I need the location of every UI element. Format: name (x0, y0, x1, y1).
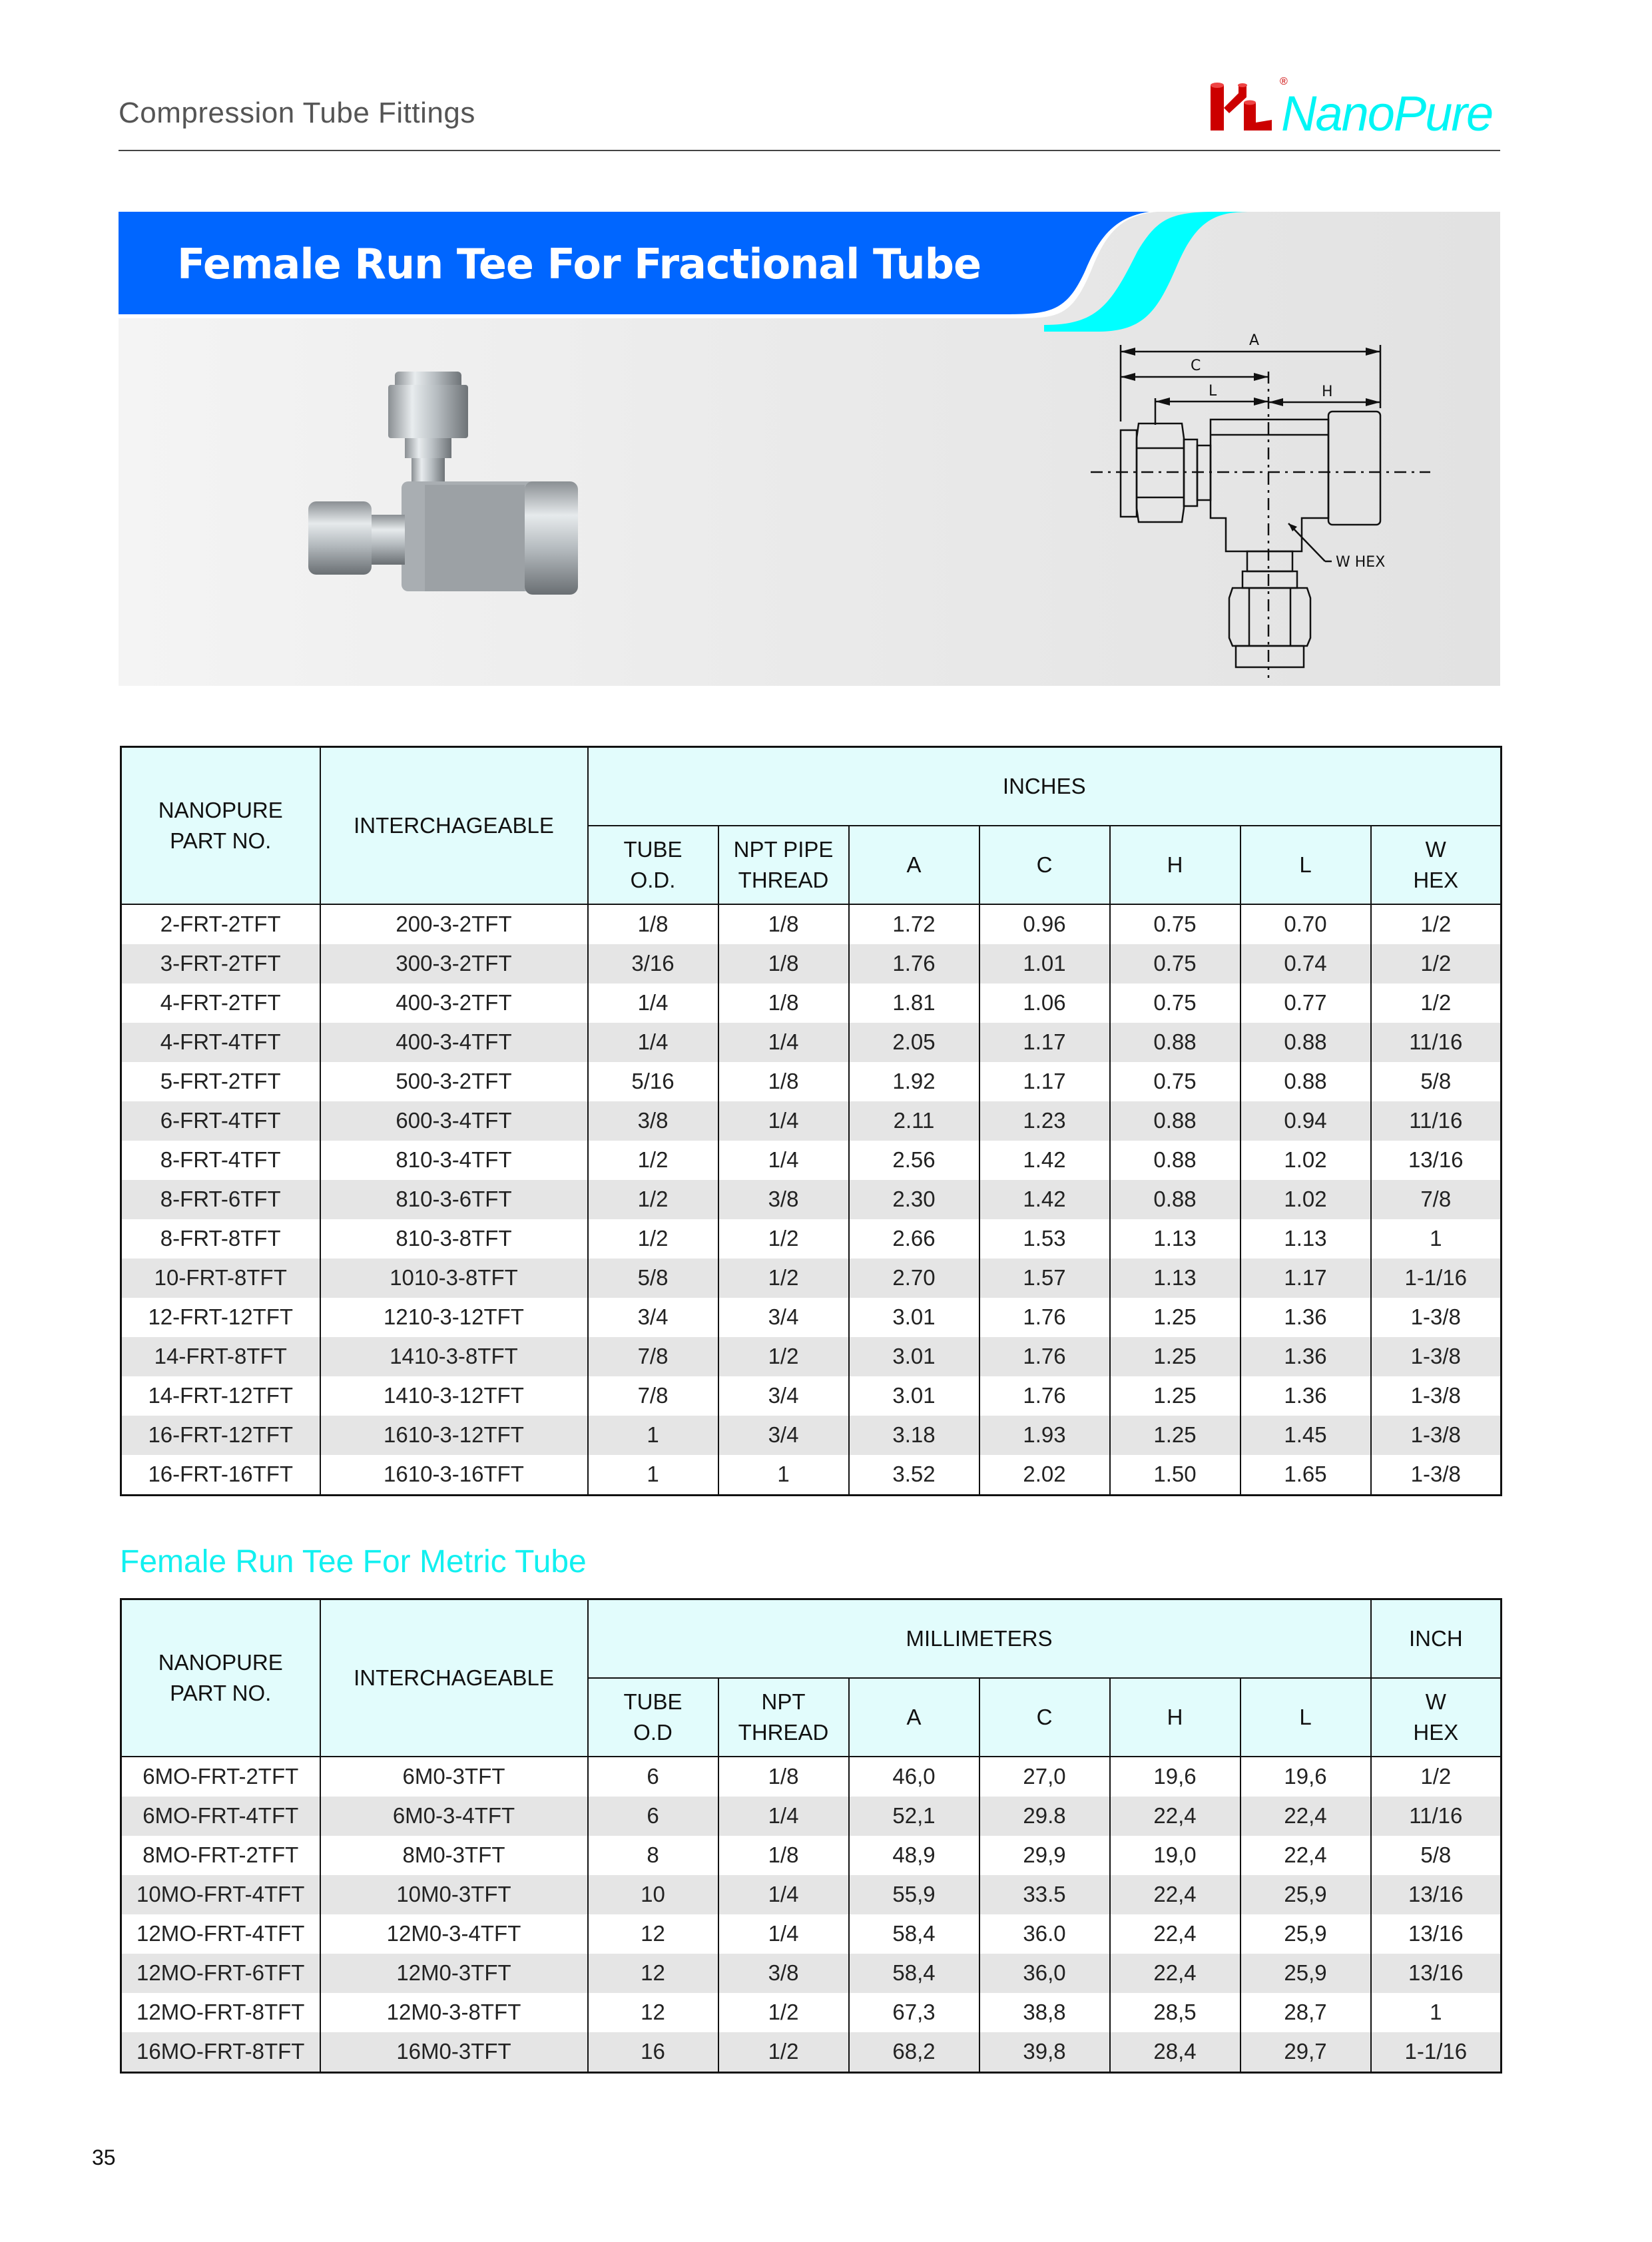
cell-w-hex: 5/8 (1371, 1836, 1502, 1875)
cell-tube-od: 6 (588, 1757, 718, 1797)
page-number: 35 (92, 2145, 116, 2169)
table-row (121, 1219, 1502, 1259)
cell-part-no: 3-FRT-2TFT (121, 944, 320, 983)
cell-tube-od: 12 (588, 1954, 718, 1993)
cell-a: 2.30 (849, 1180, 979, 1219)
metric-section-title: Female Run Tee For Metric Tube (120, 1544, 587, 1579)
table-row (121, 1298, 1502, 1337)
table-row (121, 1416, 1502, 1455)
cell-tube-od: 6 (588, 1797, 718, 1836)
cell-npt-thread: 1/4 (718, 1914, 849, 1954)
cell-l: 25,9 (1240, 1875, 1371, 1914)
cell-h: 0.88 (1110, 1180, 1240, 1219)
header-divider (119, 150, 1500, 151)
table-row (121, 1954, 1502, 1993)
cell-w-hex: 1 (1371, 1219, 1502, 1259)
cell-a: 3.01 (849, 1376, 979, 1416)
cell-w-hex: 1-3/8 (1371, 1416, 1502, 1455)
cell-w-hex: 1/2 (1371, 944, 1502, 983)
cell-w-hex: 1-3/8 (1371, 1455, 1502, 1496)
cell-h: 22,4 (1110, 1954, 1240, 1993)
cell-part-no: 10-FRT-8TFT (121, 1259, 320, 1298)
cell-h: 1.25 (1110, 1376, 1240, 1416)
cell-l: 0.77 (1240, 983, 1371, 1023)
cell-c: 36,0 (979, 1954, 1110, 1993)
table-row (121, 1797, 1502, 1836)
cell-npt-thread: 1/4 (718, 1101, 849, 1141)
cell-c: 1.06 (979, 983, 1110, 1023)
cell-part-no: 14-FRT-8TFT (121, 1337, 320, 1376)
cell-l: 29,7 (1240, 2032, 1371, 2073)
col-header-c: C (979, 826, 1110, 904)
cell-c: 0.96 (979, 904, 1110, 944)
cell-interchangeable: 1410-3-8TFT (320, 1337, 588, 1376)
table-row (121, 1455, 1502, 1496)
col-header-tube-od: TUBE O.D. (588, 826, 718, 904)
cell-npt-thread: 1/4 (718, 1875, 849, 1914)
registered-mark: ® (1280, 76, 1288, 87)
cell-l: 0.94 (1240, 1101, 1371, 1141)
cell-w-hex: 1 (1371, 1993, 1502, 2032)
cell-c: 1.76 (979, 1337, 1110, 1376)
cell-h: 28,5 (1110, 1993, 1240, 2032)
cell-w-hex: 1-3/8 (1371, 1337, 1502, 1376)
cell-part-no: 10MO-FRT-4TFT (121, 1875, 320, 1914)
cell-a: 3.01 (849, 1337, 979, 1376)
cell-l: 1.02 (1240, 1141, 1371, 1180)
cell-interchangeable: 6M0-3-4TFT (320, 1797, 588, 1836)
cell-interchangeable: 1610-3-12TFT (320, 1416, 588, 1455)
cell-a: 1.81 (849, 983, 979, 1023)
cell-part-no: 12MO-FRT-6TFT (121, 1954, 320, 1993)
col-header-interchangeable: INTERCHAGEABLE (320, 747, 588, 904)
col-header-a: A (849, 826, 979, 904)
cell-h: 1.13 (1110, 1259, 1240, 1298)
cell-npt-thread: 1/2 (718, 1259, 849, 1298)
brand-name: NanoPure (1281, 86, 1493, 141)
cell-h: 1.25 (1110, 1298, 1240, 1337)
cell-c: 38,8 (979, 1993, 1110, 2032)
cell-w-hex: 1-1/16 (1371, 1259, 1502, 1298)
col-header-tube-od: TUBE O.D (588, 1678, 718, 1757)
cell-npt-thread: 1/8 (718, 944, 849, 983)
cell-h: 0.75 (1110, 944, 1240, 983)
drawing-label-c: C (1191, 358, 1201, 374)
cell-w-hex: 13/16 (1371, 1954, 1502, 1993)
col-header-h: H (1110, 826, 1240, 904)
cell-interchangeable: 810-3-8TFT (320, 1219, 588, 1259)
cell-w-hex: 13/16 (1371, 1141, 1502, 1180)
cell-part-no: 8-FRT-4TFT (121, 1141, 320, 1180)
cell-a: 58,4 (849, 1914, 979, 1954)
dimension-drawing (1077, 325, 1504, 685)
cell-l: 1.02 (1240, 1180, 1371, 1219)
cell-part-no: 14-FRT-12TFT (121, 1376, 320, 1416)
cell-interchangeable: 500-3-2TFT (320, 1062, 588, 1101)
table-row (121, 1062, 1502, 1101)
cell-a: 2.05 (849, 1023, 979, 1062)
col-header-c: C (979, 1678, 1110, 1757)
cell-a: 2.70 (849, 1259, 979, 1298)
drawing-label-w-hex: W HEX (1336, 554, 1386, 571)
drawing-label-l: L (1209, 383, 1217, 400)
cell-h: 28,4 (1110, 2032, 1240, 2073)
cell-interchangeable: 12M0-3TFT (320, 1954, 588, 1993)
cell-c: 36.0 (979, 1914, 1110, 1954)
cell-a: 1.92 (849, 1062, 979, 1101)
cell-c: 27,0 (979, 1757, 1110, 1797)
kl-logo-icon (1205, 73, 1288, 140)
cell-tube-od: 1/4 (588, 1023, 718, 1062)
cell-interchangeable: 6M0-3TFT (320, 1757, 588, 1797)
cell-tube-od: 1/2 (588, 1219, 718, 1259)
col-header-interchangeable: INTERCHAGEABLE (320, 1599, 588, 1757)
cell-tube-od: 1/8 (588, 904, 718, 944)
cell-part-no: 12MO-FRT-4TFT (121, 1914, 320, 1954)
fractional-spec-table (120, 746, 1502, 1496)
cell-npt-thread: 1/2 (718, 1337, 849, 1376)
cell-tube-od: 1/2 (588, 1180, 718, 1219)
cell-interchangeable: 1010-3-8TFT (320, 1259, 588, 1298)
cell-tube-od: 1 (588, 1455, 718, 1496)
cell-l: 0.70 (1240, 904, 1371, 944)
cell-l: 22,4 (1240, 1797, 1371, 1836)
cell-a: 52,1 (849, 1797, 979, 1836)
cell-l: 1.65 (1240, 1455, 1371, 1496)
cell-npt-thread: 3/4 (718, 1416, 849, 1455)
cell-l: 0.88 (1240, 1062, 1371, 1101)
section-title: Compression Tube Fittings (119, 97, 475, 129)
cell-part-no: 5-FRT-2TFT (121, 1062, 320, 1101)
cell-npt-thread: 3/4 (718, 1376, 849, 1416)
cell-c: 1.93 (979, 1416, 1110, 1455)
cell-c: 1.76 (979, 1298, 1110, 1337)
cell-npt-thread: 1/8 (718, 904, 849, 944)
col-header-w-hex: W HEX (1371, 1678, 1502, 1757)
brand-logo (1205, 67, 1492, 140)
cell-h: 1.13 (1110, 1219, 1240, 1259)
table-row (121, 1180, 1502, 1219)
metric-spec-table (120, 1598, 1502, 2074)
col-header-h: H (1110, 1678, 1240, 1757)
cell-npt-thread: 3/4 (718, 1298, 849, 1337)
table-row (121, 983, 1502, 1023)
table-row (121, 1914, 1502, 1954)
table-row (121, 1023, 1502, 1062)
cell-w-hex: 1/2 (1371, 904, 1502, 944)
cell-interchangeable: 810-3-6TFT (320, 1180, 588, 1219)
cell-h: 0.75 (1110, 1062, 1240, 1101)
cell-a: 3.52 (849, 1455, 979, 1496)
cell-l: 19,6 (1240, 1757, 1371, 1797)
cell-w-hex: 1-1/16 (1371, 2032, 1502, 2073)
cell-interchangeable: 400-3-4TFT (320, 1023, 588, 1062)
cell-part-no: 8-FRT-8TFT (121, 1219, 320, 1259)
cell-w-hex: 11/16 (1371, 1023, 1502, 1062)
cell-npt-thread: 1/4 (718, 1141, 849, 1180)
cell-interchangeable: 600-3-4TFT (320, 1101, 588, 1141)
cell-h: 19,6 (1110, 1757, 1240, 1797)
cell-a: 55,9 (849, 1875, 979, 1914)
cell-part-no: 2-FRT-2TFT (121, 904, 320, 944)
cell-c: 1.53 (979, 1219, 1110, 1259)
cell-npt-thread: 3/8 (718, 1954, 849, 1993)
banner-title: Female Run Tee For Fractional Tube (177, 240, 981, 288)
cell-interchangeable: 12M0-3-8TFT (320, 1993, 588, 2032)
cell-tube-od: 12 (588, 1993, 718, 2032)
cell-l: 25,9 (1240, 1954, 1371, 1993)
cell-h: 19,0 (1110, 1836, 1240, 1875)
cell-npt-thread: 3/8 (718, 1180, 849, 1219)
table-row (121, 1757, 1502, 1797)
cell-l: 25,9 (1240, 1914, 1371, 1954)
cell-interchangeable: 1410-3-12TFT (320, 1376, 588, 1416)
table-row (121, 1993, 1502, 2032)
cell-c: 39,8 (979, 2032, 1110, 2073)
cell-c: 1.42 (979, 1180, 1110, 1219)
cell-part-no: 12MO-FRT-8TFT (121, 1993, 320, 2032)
table-row (121, 944, 1502, 983)
cell-a: 1.76 (849, 944, 979, 983)
cell-a: 68,2 (849, 2032, 979, 2073)
cell-npt-thread: 1/8 (718, 1757, 849, 1797)
cell-tube-od: 5/16 (588, 1062, 718, 1101)
drawing-label-a: A (1249, 332, 1260, 349)
cell-a: 2.66 (849, 1219, 979, 1259)
cell-part-no: 8-FRT-6TFT (121, 1180, 320, 1219)
cell-l: 1.36 (1240, 1376, 1371, 1416)
cell-tube-od: 8 (588, 1836, 718, 1875)
table-row (121, 2032, 1502, 2073)
cell-tube-od: 1/4 (588, 983, 718, 1023)
cell-part-no: 8MO-FRT-2TFT (121, 1836, 320, 1875)
cell-npt-thread: 1/4 (718, 1797, 849, 1836)
product-banner (119, 212, 1500, 686)
col-header-w-hex: W HEX (1371, 826, 1502, 904)
cell-tube-od: 7/8 (588, 1376, 718, 1416)
cell-part-no: 16-FRT-16TFT (121, 1455, 320, 1496)
cell-l: 1.36 (1240, 1298, 1371, 1337)
cell-npt-thread: 1/8 (718, 983, 849, 1023)
cell-w-hex: 1-3/8 (1371, 1298, 1502, 1337)
cell-w-hex: 1-3/8 (1371, 1376, 1502, 1416)
cell-w-hex: 13/16 (1371, 1875, 1502, 1914)
cell-npt-thread: 1/2 (718, 2032, 849, 2073)
cell-c: 1.57 (979, 1259, 1110, 1298)
cell-h: 22,4 (1110, 1797, 1240, 1836)
cell-c: 29.8 (979, 1797, 1110, 1836)
cell-h: 22,4 (1110, 1875, 1240, 1914)
cell-h: 0.88 (1110, 1101, 1240, 1141)
cell-part-no: 16-FRT-12TFT (121, 1416, 320, 1455)
cell-part-no: 4-FRT-2TFT (121, 983, 320, 1023)
col-header-part-no: NANOPURE PART NO. (121, 747, 320, 904)
cell-h: 0.75 (1110, 983, 1240, 1023)
cell-h: 0.88 (1110, 1023, 1240, 1062)
cell-l: 1.13 (1240, 1219, 1371, 1259)
cell-l: 1.36 (1240, 1337, 1371, 1376)
cell-tube-od: 7/8 (588, 1337, 718, 1376)
table-row (121, 1337, 1502, 1376)
cell-tube-od: 3/4 (588, 1298, 718, 1337)
cell-part-no: 4-FRT-4TFT (121, 1023, 320, 1062)
cell-tube-od: 1/2 (588, 1141, 718, 1180)
cell-w-hex: 13/16 (1371, 1914, 1502, 1954)
cell-tube-od: 12 (588, 1914, 718, 1954)
cell-c: 1.42 (979, 1141, 1110, 1180)
cell-part-no: 6-FRT-4TFT (121, 1101, 320, 1141)
table-row (121, 1376, 1502, 1416)
cell-h: 1.50 (1110, 1455, 1240, 1496)
cell-h: 1.25 (1110, 1337, 1240, 1376)
cell-npt-thread: 1/8 (718, 1062, 849, 1101)
cell-part-no: 16MO-FRT-8TFT (121, 2032, 320, 2073)
col-header-l: L (1240, 826, 1371, 904)
cell-h: 0.88 (1110, 1141, 1240, 1180)
cell-interchangeable: 810-3-4TFT (320, 1141, 588, 1180)
cell-w-hex: 11/16 (1371, 1101, 1502, 1141)
cell-c: 1.17 (979, 1062, 1110, 1101)
cell-npt-thread: 1 (718, 1455, 849, 1496)
cell-w-hex: 1/2 (1371, 1757, 1502, 1797)
col-header-l: L (1240, 1678, 1371, 1757)
cell-tube-od: 16 (588, 2032, 718, 2073)
product-photo (305, 365, 585, 645)
cell-a: 1.72 (849, 904, 979, 944)
cell-w-hex: 11/16 (1371, 1797, 1502, 1836)
table-row (121, 1836, 1502, 1875)
cell-c: 29,9 (979, 1836, 1110, 1875)
cell-l: 1.45 (1240, 1416, 1371, 1455)
cell-w-hex: 5/8 (1371, 1062, 1502, 1101)
cell-w-hex: 1/2 (1371, 983, 1502, 1023)
cell-interchangeable: 10M0-3TFT (320, 1875, 588, 1914)
cell-l: 22,4 (1240, 1836, 1371, 1875)
cell-npt-thread: 1/2 (718, 1219, 849, 1259)
cell-npt-thread: 1/4 (718, 1023, 849, 1062)
cell-part-no: 6MO-FRT-4TFT (121, 1797, 320, 1836)
cell-a: 3.18 (849, 1416, 979, 1455)
table-row (121, 1101, 1502, 1141)
cell-a: 67,3 (849, 1993, 979, 2032)
cell-h: 1.25 (1110, 1416, 1240, 1455)
table-row (121, 1875, 1502, 1914)
cell-interchangeable: 8M0-3TFT (320, 1836, 588, 1875)
table-row (121, 1259, 1502, 1298)
cell-part-no: 12-FRT-12TFT (121, 1298, 320, 1337)
cell-c: 1.01 (979, 944, 1110, 983)
cell-a: 46,0 (849, 1757, 979, 1797)
cell-interchangeable: 12M0-3-4TFT (320, 1914, 588, 1954)
cell-part-no: 6MO-FRT-2TFT (121, 1757, 320, 1797)
cell-interchangeable: 1210-3-12TFT (320, 1298, 588, 1337)
cell-l: 0.88 (1240, 1023, 1371, 1062)
cell-c: 2.02 (979, 1455, 1110, 1496)
cell-h: 0.75 (1110, 904, 1240, 944)
cell-tube-od: 5/8 (588, 1259, 718, 1298)
cell-interchangeable: 1610-3-16TFT (320, 1455, 588, 1496)
cell-interchangeable: 16M0-3TFT (320, 2032, 588, 2073)
table-row (121, 1141, 1502, 1180)
cell-l: 0.74 (1240, 944, 1371, 983)
col-header-npt-thread: NPT THREAD (718, 1678, 849, 1757)
cell-npt-thread: 1/8 (718, 1836, 849, 1875)
cell-tube-od: 1 (588, 1416, 718, 1455)
cell-a: 2.11 (849, 1101, 979, 1141)
col-header-npt-pipe-thread: NPT PIPE THREAD (718, 826, 849, 904)
cell-a: 48,9 (849, 1836, 979, 1875)
cell-npt-thread: 1/2 (718, 1993, 849, 2032)
cell-h: 22,4 (1110, 1914, 1240, 1954)
cell-l: 28,7 (1240, 1993, 1371, 2032)
cell-interchangeable: 200-3-2TFT (320, 904, 588, 944)
cell-c: 33.5 (979, 1875, 1110, 1914)
col-group-inch: INCH (1371, 1599, 1502, 1678)
cell-tube-od: 3/8 (588, 1101, 718, 1141)
cell-c: 1.23 (979, 1101, 1110, 1141)
cell-a: 3.01 (849, 1298, 979, 1337)
col-group-millimeters: MILLIMETERS (588, 1599, 1371, 1678)
cell-tube-od: 10 (588, 1875, 718, 1914)
col-group-inches: INCHES (588, 747, 1502, 826)
cell-tube-od: 3/16 (588, 944, 718, 983)
cell-c: 1.17 (979, 1023, 1110, 1062)
col-header-a: A (849, 1678, 979, 1757)
cell-interchangeable: 300-3-2TFT (320, 944, 588, 983)
cell-interchangeable: 400-3-2TFT (320, 983, 588, 1023)
cell-l: 1.17 (1240, 1259, 1371, 1298)
table-row (121, 904, 1502, 944)
cell-w-hex: 7/8 (1371, 1180, 1502, 1219)
cell-c: 1.76 (979, 1376, 1110, 1416)
cell-a: 2.56 (849, 1141, 979, 1180)
cell-a: 58,4 (849, 1954, 979, 1993)
col-header-part-no: NANOPURE PART NO. (121, 1599, 320, 1757)
drawing-label-h: H (1322, 384, 1333, 400)
